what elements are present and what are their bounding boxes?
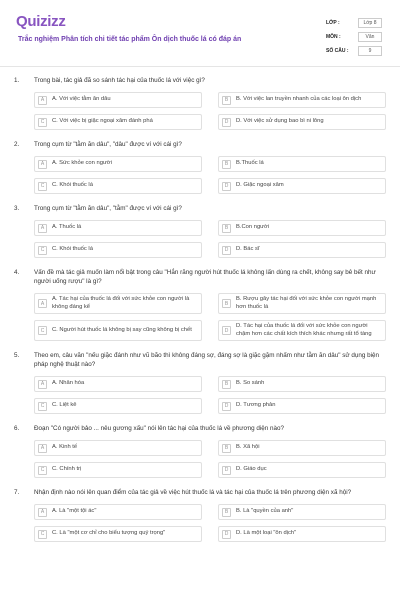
- option-text: A. Thuốc lá: [52, 224, 82, 231]
- option-letter-box: D: [222, 118, 231, 127]
- question-number: 6.: [14, 425, 20, 432]
- question-text: Theo em, câu văn "nếu giặc đánh như vũ bão thì không đáng sợ, đáng sợ là giặc gặm nhấm như tằm ăn dâu" sử dụng biện pháp nghệ thuật nào?: [34, 352, 379, 368]
- question-header: [14, 488, 386, 497]
- option-letter-box: B: [222, 96, 231, 105]
- question-number: 3.: [14, 205, 20, 212]
- answer-option[interactable]: [34, 178, 202, 194]
- option-grid: [14, 293, 386, 341]
- question-number: 2.: [14, 141, 20, 148]
- question-header: [14, 76, 386, 85]
- answer-option[interactable]: [218, 376, 386, 392]
- answer-option[interactable]: [34, 526, 202, 542]
- option-letter-box: A: [38, 224, 47, 233]
- answer-option[interactable]: [34, 293, 202, 314]
- option-letter-box: D: [222, 182, 231, 191]
- option-text: A. Tác hại của thuốc lá đối với sức khỏe con người là không đáng kể: [52, 296, 190, 310]
- question-text: Nhận định nào nói lên quan điểm của tác giả về việc hút thuốc lá và tác hại của thuốc lá trên phương diện xã hội?: [34, 489, 352, 496]
- question-header: [14, 424, 386, 433]
- answer-option[interactable]: [34, 156, 202, 172]
- meta-row-count: [326, 44, 382, 58]
- meta-row-subject: [326, 30, 382, 44]
- question-block: [14, 424, 386, 478]
- answer-option[interactable]: [218, 293, 386, 314]
- option-letter-box: A: [38, 380, 47, 389]
- option-text: B. Với việc lan truyền nhanh của các loại ôn dịch: [236, 96, 362, 103]
- option-letter-box: B: [222, 299, 231, 308]
- question-block: [14, 488, 386, 542]
- option-letter-box: B: [222, 508, 231, 517]
- option-text: D. Giặc ngoại xâm: [236, 182, 284, 189]
- option-letter-box: C: [38, 402, 47, 411]
- question-header: [14, 140, 386, 149]
- option-letter-box: C: [38, 246, 47, 255]
- option-text: A. Sức khỏe con người: [52, 160, 112, 167]
- option-letter-box: D: [222, 466, 231, 475]
- question-block: [14, 140, 386, 194]
- header-divider: [0, 66, 400, 67]
- option-letter-box: D: [222, 326, 231, 335]
- option-text: C. Liệt kê: [52, 402, 77, 409]
- option-letter-box: C: [38, 466, 47, 475]
- option-letter-box: A: [38, 444, 47, 453]
- answer-option[interactable]: [218, 156, 386, 172]
- answer-option[interactable]: [34, 440, 202, 456]
- option-text: D. Là một loại "ôn dịch": [236, 530, 297, 537]
- option-letter-box: A: [38, 160, 47, 169]
- question-number: 4.: [14, 269, 20, 276]
- question-list: [14, 76, 386, 552]
- answer-option[interactable]: [218, 504, 386, 520]
- answer-option[interactable]: [218, 526, 386, 542]
- answer-option[interactable]: [34, 242, 202, 258]
- meta-label: SỐ CÂU :: [326, 48, 349, 54]
- question-text: Trong cụm từ "tằm ăn dâu", "dâu" được ví với cái gì?: [34, 141, 182, 148]
- answer-option[interactable]: [218, 440, 386, 456]
- option-text: B.Thuốc lá: [236, 160, 264, 167]
- question-block: [14, 351, 386, 414]
- option-text: A. Kinh tế: [52, 444, 78, 451]
- question-text: Trong cụm từ "tằm ăn dâu", "tằm" được ví với cái gì?: [34, 205, 182, 212]
- answer-option[interactable]: [218, 114, 386, 130]
- answer-option[interactable]: [218, 320, 386, 341]
- option-text: D. Với việc sử dụng bao bì ni lông: [236, 118, 324, 125]
- question-number: 7.: [14, 489, 20, 496]
- question-header: [14, 268, 386, 286]
- option-letter-box: A: [38, 299, 47, 308]
- option-text: C. Khói thuốc lá: [52, 246, 93, 253]
- answer-option[interactable]: [218, 242, 386, 258]
- question-text: Vấn đề mà tác giả muốn làm nổi bật trong câu "Hắn răng người hút thuốc lá không lấn dùng ra chết, không say bê bết như người uống rượu" là gì?: [34, 269, 376, 285]
- option-letter-box: D: [222, 530, 231, 539]
- option-letter-box: B: [222, 380, 231, 389]
- option-grid: [14, 156, 386, 194]
- option-text: B. Xã hội: [236, 444, 260, 451]
- option-text: D. Giáo dục: [236, 466, 267, 473]
- option-letter-box: C: [38, 118, 47, 127]
- option-letter-box: A: [38, 96, 47, 105]
- option-text: C. Khói thuốc lá: [52, 182, 93, 189]
- question-text: Đoạn "Có người bảo ... nêu gương xấu" nói lên tác hại của thuốc lá về phương diện nào?: [34, 425, 285, 432]
- option-text: D. Tương phản: [236, 402, 276, 409]
- option-text: B. So sánh: [236, 380, 265, 387]
- meta-value: 9: [358, 46, 382, 56]
- meta-row-class: [326, 16, 382, 30]
- option-grid: [14, 220, 386, 258]
- question-block: [14, 268, 386, 341]
- meta-label: MÔN :: [326, 34, 341, 40]
- option-letter-box: D: [222, 246, 231, 255]
- question-block: [14, 204, 386, 258]
- question-number: 5.: [14, 352, 20, 359]
- option-text: D. Bác sĩ: [236, 246, 260, 253]
- option-letter-box: B: [222, 160, 231, 169]
- question-header: [14, 351, 386, 369]
- answer-option[interactable]: [34, 376, 202, 392]
- option-grid: [14, 92, 386, 130]
- answer-option[interactable]: [218, 220, 386, 236]
- answer-option[interactable]: [218, 178, 386, 194]
- option-letter-box: B: [222, 444, 231, 453]
- worksheet-meta: [326, 16, 382, 58]
- option-text: C. Chính trị: [52, 466, 82, 473]
- option-letter-box: C: [38, 530, 47, 539]
- option-letter-box: C: [38, 182, 47, 191]
- question-number: 1.: [14, 77, 20, 84]
- option-text: A. Với việc tằm ăn dâu: [52, 96, 111, 103]
- worksheet-header: [14, 10, 388, 70]
- answer-option[interactable]: [218, 92, 386, 108]
- question-block: [14, 76, 386, 130]
- option-text: A. Nhân hóa: [52, 380, 85, 387]
- option-text: C. Là "một cơ chỉ cho biểu tượng quý trọng": [52, 530, 166, 537]
- option-grid: [14, 376, 386, 414]
- answer-option[interactable]: [34, 220, 202, 236]
- option-text: C. Người hút thuốc lá không bị say cũng không bị chết: [52, 326, 192, 333]
- option-text: B. Là "quyền của anh": [236, 508, 294, 515]
- option-grid: [14, 440, 386, 478]
- option-letter-box: A: [38, 508, 47, 517]
- answer-option[interactable]: [34, 462, 202, 478]
- answer-option[interactable]: [218, 398, 386, 414]
- option-letter-box: C: [38, 326, 47, 335]
- meta-value: Văn: [358, 32, 382, 42]
- answer-option[interactable]: [34, 92, 202, 108]
- answer-option[interactable]: [34, 320, 202, 341]
- option-text: B. Rượu gây tác hại đối với sức khỏe con người mạnh hơn thuốc lá: [236, 296, 377, 310]
- answer-option[interactable]: [34, 114, 202, 130]
- worksheet-title: Trắc nghiệm Phân tích chi tiết tác phẩm Ôn dịch thuốc lá có đáp án: [18, 36, 242, 43]
- answer-option[interactable]: [218, 462, 386, 478]
- option-text: A. Là "một tội ác": [52, 508, 97, 515]
- answer-option[interactable]: [34, 398, 202, 414]
- quizizz-logo: Quizizz: [16, 13, 66, 30]
- option-letter-box: D: [222, 402, 231, 411]
- option-letter-box: B: [222, 224, 231, 233]
- meta-label: LỚP :: [326, 20, 340, 26]
- option-text: D. Tác hại của thuốc lá đối với sức khỏe con người chậm hơn các chất kích thích khác nhưng rất tổ tàng: [236, 323, 372, 337]
- option-text: B.Con người: [236, 224, 270, 231]
- option-text: C. Với việc bị giặc ngoại xâm đánh phá: [52, 118, 153, 125]
- question-header: [14, 204, 386, 213]
- answer-option[interactable]: [34, 504, 202, 520]
- question-text: Trong bài, tác giả đã so sánh tác hại của thuốc lá với việc gì?: [34, 77, 205, 84]
- meta-value: Lớp 8: [358, 18, 382, 28]
- option-grid: [14, 504, 386, 542]
